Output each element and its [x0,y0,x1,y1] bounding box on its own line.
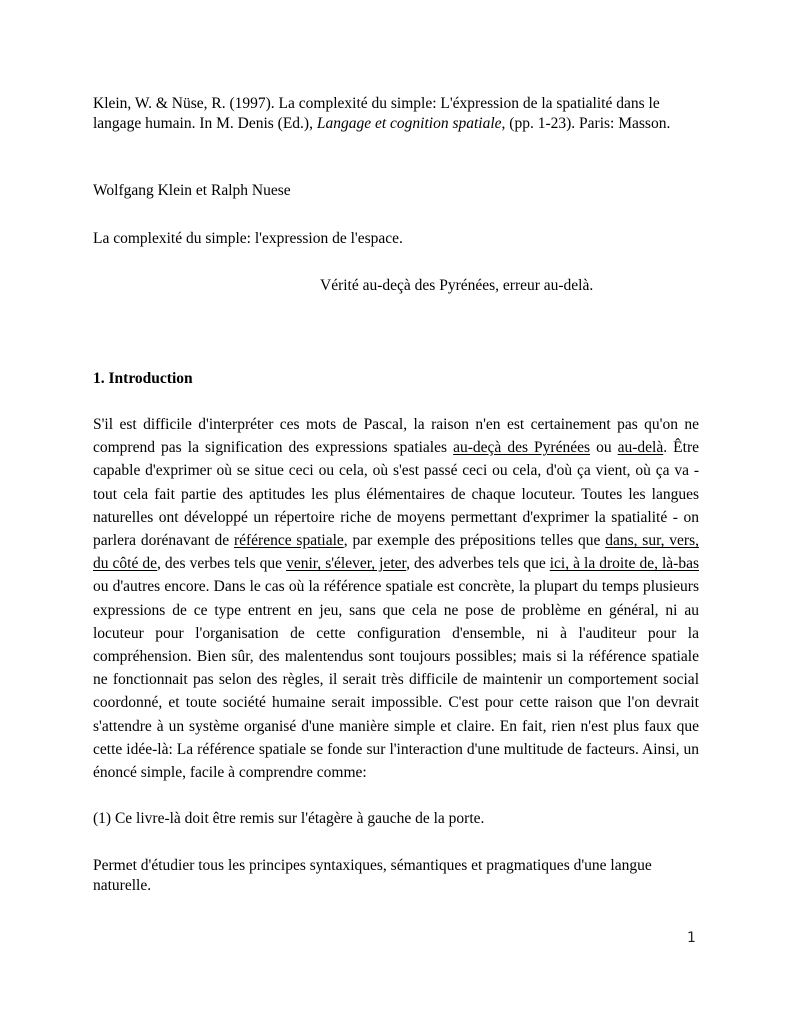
authors: Wolfgang Klein et Ralph Nuese [93,182,291,199]
citation-text-1: Klein, W. & Nüse, R. (1997). La complexité du simple: L'éxpression de la spatialité dans le langage humain. In M. Denis (Ed.), [93,95,660,132]
document-title: La complexité du simple: l'expression de l'espace. [93,230,403,247]
paragraph-text: , des adverbes tels que [406,555,550,573]
citation-book-title: Langage et cognition spatiale [316,115,502,132]
underlined-term: référence spatiale [233,532,344,550]
underlined-term: dans, sur, vers, du côté de [93,532,700,573]
paragraph-text: , des verbes tels que [157,555,287,573]
paragraph-text: . Être capable d'exprimer où se situe ceci ou cela, où s'est passé ceci ou cela, d'où ça vient, où ça va - tout cela fait partie des aptitudes les plus élémentaires de chaque locuteur. Toutes les langues naturelles ont développé un répertoire riche de moyens permettant d'exprimer la spatialité - on parlera dorénavant de [93,439,700,550]
underlined-term: au-delà [617,439,664,457]
underlined-term: au-deçà des Pyrénées [453,439,591,457]
citation-text-2: , (pp. 1-23). Paris: Masson. [501,115,671,132]
second-paragraph: Permet d'étudier tous les principes syntaxiques, sémantiques et pragmatiques d'une langue naturelle. [93,857,652,894]
paragraph-text: ou [590,439,618,457]
underlined-term: venir, s'élever, jeter [286,555,407,573]
underlined-term: ici, à la droite de, là-bas [549,555,699,573]
citation [93,94,699,134]
paragraph-text: ou d'autres encore. Dans le cas où la référence spatiale est concrète, la plupart du temps plusieurs expressions de ce type entrent en jeu, sans que cela ne pose de problème en général, ni au locuteur pour l'organisation de cette configuration d'ensemble, ni à l'auditeur pour la compréhension. Bien sûr, des malentendus sont toujours possibles; mais si la référence spatiale ne fonctionnait pas selon des règles, il serait très difficile de maintenir un comportement social coordonné, et toute société humaine serait impossible. C'est pour cette raison que l'on devrait s'attendre à un système organisé d'une manière simple et claire. En fait, rien n'est plus faux que cette idée-là: La référence spatiale se fonde sur l'interaction d'une multitude de facteurs. Ainsi, un énoncé simple, facile à comprendre comme: [93,578,699,782]
paragraph-text: S'il est difficile d'interpréter ces mots de Pascal, la raison n'en est certainement pas qu'on ne comprend pas la signification des expressions spatiales [93,416,699,457]
intro-paragraph [93,413,699,784]
page-number: 1 [687,930,696,946]
paragraph-text: , par exemple des prépositions telles que [343,532,606,550]
example-sentence: (1) Ce livre-là doit être remis sur l'étagère à gauche de la porte. [93,810,485,827]
epigraph: Vérité au-deçà des Pyrénées, erreur au-delà. [320,277,594,294]
section-heading: 1. Introduction [93,370,193,387]
